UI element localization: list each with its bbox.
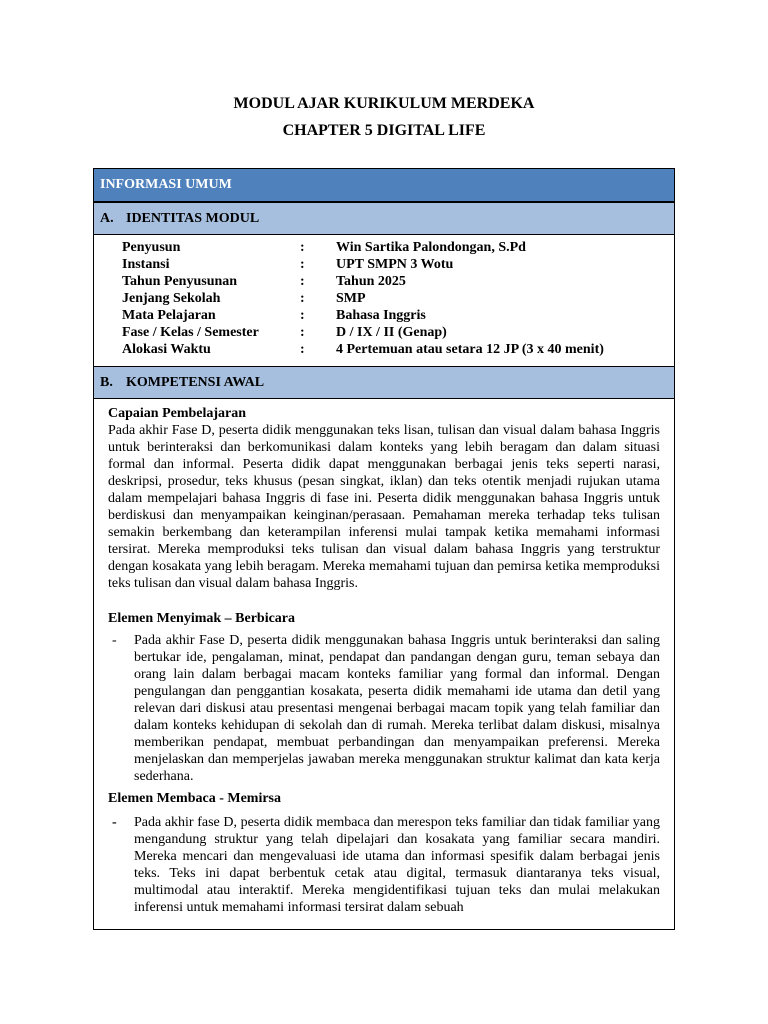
identitas-label: Instansi (122, 257, 170, 272)
identitas-list (122, 239, 666, 358)
identitas-colon: : (300, 325, 305, 340)
identitas-colon: : (300, 274, 305, 289)
identitas-value: Tahun 2025 (336, 274, 406, 289)
section-header-identitas-modul (94, 202, 674, 235)
identitas-label: Alokasi Waktu (122, 342, 211, 357)
identitas-label: Mata Pelajaran (122, 308, 216, 323)
kompetensi-body (108, 405, 660, 916)
identitas-value: Bahasa Inggris (336, 308, 426, 323)
section-title: INFORMASI UMUM (100, 177, 232, 192)
identitas-row (122, 307, 666, 324)
identitas-colon: : (300, 291, 305, 306)
identitas-row (122, 273, 666, 290)
section-title: KOMPETENSI AWAL (126, 375, 265, 390)
identitas-value: D / IX / II (Genap) (336, 325, 447, 340)
section-title: IDENTITAS MODUL (126, 211, 260, 226)
identitas-label: Tahun Penyusunan (122, 274, 238, 289)
section-number: B. (100, 375, 113, 390)
section-header-informasi-umum (94, 169, 674, 202)
identitas-row (122, 256, 666, 273)
identitas-colon: : (300, 257, 305, 272)
membaca-bullet-item (112, 814, 660, 916)
identitas-colon: : (300, 240, 305, 255)
identitas-colon: : (300, 308, 305, 323)
identitas-row (122, 324, 666, 341)
identitas-row (122, 239, 666, 256)
document-title: MODUL AJAR KURIKULUM MERDEKA (233, 95, 535, 112)
menyimak-heading: Elemen Menyimak – Berbicara (108, 611, 296, 626)
identitas-value: Win Sartika Palondongan, S.Pd (336, 240, 526, 255)
bullet-dash: - (112, 815, 117, 830)
membaca-paragraph: Pada akhir fase D, peserta didik membaca dan merespon teks familiar dan tidak familiar yang mengandung struktur yang telah dipelajari dan kosakata yang familiar secara mandiri. Mereka mencari dan mengevaluasi ide utama dan informasi spesifik dalam berbagai jenis teks. Teks ini dapat berbentuk cetak atau digital, termasuk diantaranya teks visual, multimodal atau interaktif. Mereka mengidentifikasi tujuan teks dan mulai melakukan inferensi untuk memahami informasi tersirat dalam sebuah (134, 815, 660, 915)
identitas-value: SMP (336, 291, 366, 306)
document-subtitle: CHAPTER 5 DIGITAL LIFE (282, 122, 486, 139)
identitas-label: Fase / Kelas / Semester (122, 325, 259, 340)
identitas-value: 4 Pertemuan atau setara 12 JP (3 x 40 menit) (336, 342, 604, 357)
identitas-colon: : (300, 342, 305, 357)
identitas-value: UPT SMPN 3 Wotu (336, 257, 454, 272)
menyimak-bullet-item (112, 632, 660, 785)
capaian-paragraph: Pada akhir Fase D, peserta didik menggunakan teks lisan, tulisan dan visual dalam bahasa Inggris untuk berinteraksi dan berkomunikasi dalam konteks yang lebih beragam dan dalam situasi formal dan informal. Peserta didik dapat menggunakan berbagai jenis teks seperti narasi, deskripsi, prosedur, teks khusus (pesan singkat, iklan) dan teks otentik menjadi rujukan utama dalam mempelajari bahasa Inggris di fase ini. Peserta didik menggunakan bahasa Inggris untuk berdiskusi dan menyampaikan keinginan/perasaan. Pemahaman mereka terhadap teks tulisan semakin berkembang dan keterampilan inferensi mulai tampak ketika memahami informasi tersirat. Mereka memproduksi teks tulisan dan visual dalam bahasa Inggris yang terstruktur dengan kosakata yang lebih beragam. Mereka memahami tujuan dan pemirsa ketika memproduksi teks tulisan dan visual dalam bahasa Inggris. (108, 423, 660, 591)
module-table (93, 168, 675, 930)
identitas-label: Jenjang Sekolah (122, 291, 221, 306)
bullet-dash: - (112, 633, 117, 648)
section-header-kompetensi-awal (94, 366, 674, 399)
identitas-label: Penyusun (122, 240, 181, 255)
identitas-row (122, 341, 666, 358)
capaian-heading: Capaian Pembelajaran (108, 406, 247, 421)
membaca-heading: Elemen Membaca - Memirsa (108, 791, 281, 806)
identitas-row (122, 290, 666, 307)
section-number: A. (100, 211, 114, 226)
menyimak-paragraph: Pada akhir Fase D, peserta didik menggunakan bahasa Inggris untuk berinteraksi dan saling bertukar ide, pengalaman, minat, pendapat dan pandangan dengan guru, teman sebaya dan orang lain dalam berbagai macam konteks familiar yang formal dan informal. Dengan pengulangan dan penggantian kosakata, peserta didik memahami ide utama dan detil yang relevan dari diskusi atau presentasi mengenai berbagai macam topik yang telah familiar dan dalam konteks kehidupan di sekolah dan di rumah. Mereka terlibat dalam diskusi, misalnya memberikan pendapat, membuat perbandingan dan menyampaikan preferensi. Mereka menjelaskan dan memperjelas jawaban mereka menggunakan struktur kalimat dan kata kerja sederhana. (134, 633, 660, 784)
